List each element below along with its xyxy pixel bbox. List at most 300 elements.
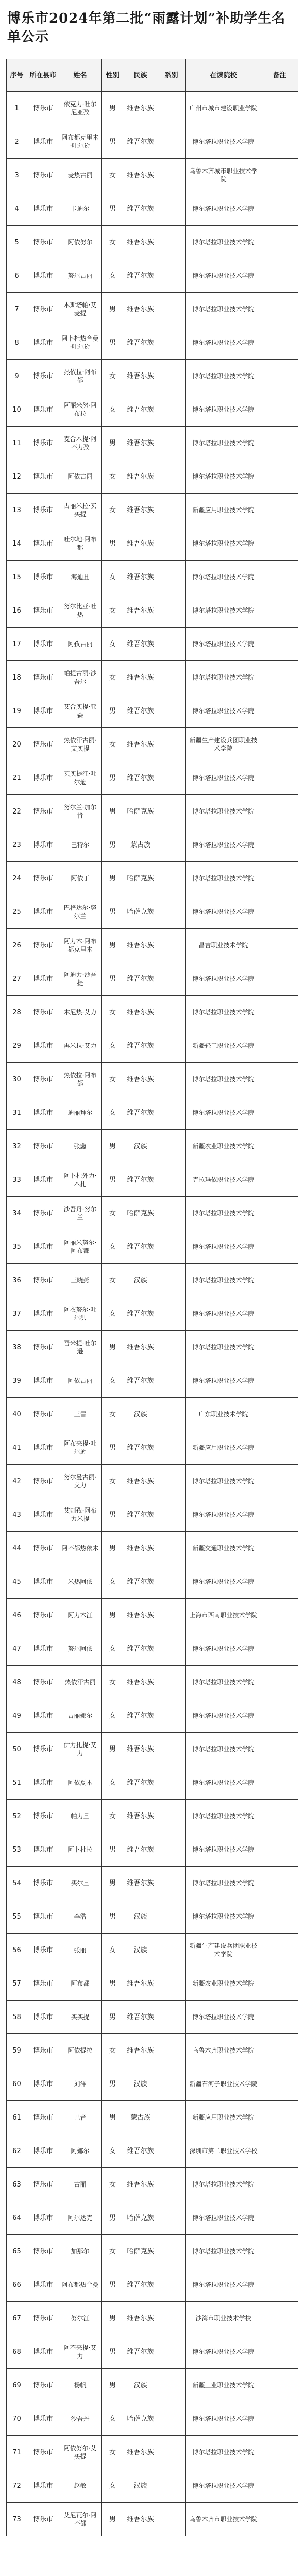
- cell-school: 博尔塔拉职业技术学院: [186, 1230, 261, 1264]
- cell-county: 博乐市: [27, 561, 59, 594]
- cell-school: 博尔塔拉职业技术学院: [186, 962, 261, 996]
- student-roster-table: [6, 59, 298, 2536]
- table-row: [7, 2067, 298, 2101]
- cell-gender: 男: [102, 1733, 124, 1766]
- cell-index: 73: [7, 2503, 27, 2536]
- cell-department: [157, 226, 186, 259]
- cell-name: 买买提: [59, 2001, 102, 2034]
- cell-gender: 男: [102, 2201, 124, 2235]
- cell-school: 博尔塔拉职业技术学院: [186, 2201, 261, 2235]
- cell-department: [157, 1364, 186, 1398]
- cell-index: 28: [7, 996, 27, 1029]
- cell-department: [157, 1565, 186, 1599]
- cell-department: [157, 1498, 186, 1532]
- cell-index: 23: [7, 828, 27, 862]
- cell-school: 广东职业技术学院: [186, 1398, 261, 1431]
- cell-gender: 女: [102, 2469, 124, 2503]
- cell-ethnicity: 维吾尔族: [124, 761, 157, 795]
- cell-name: 木斯塔帕·艾麦提: [59, 293, 102, 326]
- header-name: 姓名: [59, 59, 102, 92]
- cell-remarks: [261, 1197, 298, 1230]
- cell-school: 新疆应用职业技术学院: [186, 2101, 261, 2134]
- cell-county: 博乐市: [27, 1230, 59, 1264]
- cell-department: [157, 1163, 186, 1197]
- cell-ethnicity: 维吾尔族: [124, 1431, 157, 1465]
- cell-ethnicity: 汉族: [124, 2067, 157, 2101]
- cell-department: [157, 1096, 186, 1130]
- cell-name: 杨帆: [59, 2369, 102, 2402]
- cell-name: 努尔阿依: [59, 1632, 102, 1666]
- cell-ethnicity: 哈萨克族: [124, 2235, 157, 2268]
- cell-index: 41: [7, 1431, 27, 1465]
- cell-ethnicity: 维吾尔族: [124, 427, 157, 460]
- cell-ethnicity: 汉族: [124, 1130, 157, 1163]
- cell-remarks: [261, 159, 298, 192]
- cell-county: 博乐市: [27, 1197, 59, 1230]
- cell-ethnicity: 维吾尔族: [124, 1833, 157, 1867]
- cell-remarks: [261, 661, 298, 694]
- cell-gender: 男: [102, 962, 124, 996]
- cell-name: 阿依古丽: [59, 1364, 102, 1398]
- cell-name: 努尔江: [59, 2302, 102, 2335]
- cell-gender: 男: [102, 1599, 124, 1632]
- cell-county: 博乐市: [27, 2402, 59, 2436]
- cell-county: 博乐市: [27, 527, 59, 561]
- cell-department: [157, 1733, 186, 1766]
- cell-ethnicity: 哈萨克族: [124, 895, 157, 929]
- cell-county: 博乐市: [27, 2201, 59, 2235]
- cell-name: 木尼热·艾力: [59, 996, 102, 1029]
- cell-ethnicity: 维吾尔族: [124, 1331, 157, 1364]
- cell-department: [157, 2503, 186, 2536]
- cell-gender: 男: [102, 326, 124, 360]
- cell-index: 9: [7, 360, 27, 393]
- cell-county: 博乐市: [27, 393, 59, 427]
- cell-school: 博尔塔拉职业技术学院: [186, 2402, 261, 2436]
- cell-ethnicity: 维吾尔族: [124, 1498, 157, 1532]
- cell-department: [157, 2436, 186, 2469]
- cell-school: 博尔塔拉职业技术学院: [186, 1565, 261, 1599]
- cell-gender: 男: [102, 929, 124, 962]
- cell-department: [157, 1699, 186, 1733]
- cell-gender: 女: [102, 2436, 124, 2469]
- cell-county: 博乐市: [27, 761, 59, 795]
- cell-county: 博乐市: [27, 1398, 59, 1431]
- cell-remarks: [261, 929, 298, 962]
- cell-county: 博乐市: [27, 1096, 59, 1130]
- table-row: [7, 1297, 298, 1331]
- header-department: 系别: [157, 59, 186, 92]
- cell-gender: 男: [102, 125, 124, 159]
- cell-index: 52: [7, 1800, 27, 1833]
- cell-name: 张丽: [59, 1934, 102, 1967]
- table-row: [7, 1163, 298, 1197]
- header-gender: 性别: [102, 59, 124, 92]
- table-row: [7, 2235, 298, 2268]
- cell-ethnicity: 维吾尔族: [124, 1297, 157, 1331]
- cell-school: 博尔塔拉职业技术学院: [186, 862, 261, 895]
- cell-school: 新疆石河子职业技术学院: [186, 2067, 261, 2101]
- cell-ethnicity: 维吾尔族: [124, 1532, 157, 1565]
- cell-county: 博乐市: [27, 1699, 59, 1733]
- cell-county: 博乐市: [27, 862, 59, 895]
- cell-ethnicity: 维吾尔族: [124, 2134, 157, 2168]
- cell-county: 博乐市: [27, 929, 59, 962]
- cell-county: 博乐市: [27, 2469, 59, 2503]
- cell-index: 10: [7, 393, 27, 427]
- cell-remarks: [261, 1398, 298, 1431]
- cell-county: 博乐市: [27, 1264, 59, 1297]
- cell-gender: 男: [102, 2335, 124, 2369]
- cell-name: 阿丽米努·阿布拉: [59, 393, 102, 427]
- table-body: [7, 92, 298, 2536]
- cell-school: 博尔塔拉职业技术学院: [186, 2268, 261, 2302]
- cell-gender: 女: [102, 1230, 124, 1264]
- cell-name: 艾尼瓦尔·阿不都: [59, 2503, 102, 2536]
- cell-school: 博尔塔拉职业技术学院: [186, 828, 261, 862]
- cell-ethnicity: 维吾尔族: [124, 694, 157, 728]
- table-row: [7, 192, 298, 226]
- cell-index: 40: [7, 1398, 27, 1431]
- cell-school: 博尔塔拉职业技术学院: [186, 527, 261, 561]
- table-row: [7, 125, 298, 159]
- cell-department: [157, 2302, 186, 2335]
- cell-remarks: [261, 561, 298, 594]
- cell-remarks: [261, 1230, 298, 1264]
- cell-remarks: [261, 1599, 298, 1632]
- cell-school: 克拉玛依职业技术学院: [186, 1163, 261, 1197]
- cell-remarks: [261, 2067, 298, 2101]
- cell-school: 博尔塔拉职业技术学院: [186, 628, 261, 661]
- cell-index: 60: [7, 2067, 27, 2101]
- cell-ethnicity: 维吾尔族: [124, 1800, 157, 1833]
- cell-ethnicity: 维吾尔族: [124, 92, 157, 125]
- cell-gender: 女: [102, 2402, 124, 2436]
- cell-department: [157, 460, 186, 494]
- cell-name: 王晓燕: [59, 1264, 102, 1297]
- cell-name: 阿依夏木: [59, 1766, 102, 1800]
- cell-ethnicity: 维吾尔族: [124, 259, 157, 293]
- cell-name: 麦热古丽: [59, 159, 102, 192]
- cell-department: [157, 1130, 186, 1163]
- cell-county: 博乐市: [27, 594, 59, 628]
- cell-department: [157, 594, 186, 628]
- cell-ethnicity: 维吾尔族: [124, 326, 157, 360]
- cell-county: 博乐市: [27, 2436, 59, 2469]
- cell-index: 39: [7, 1364, 27, 1398]
- cell-remarks: [261, 962, 298, 996]
- cell-school: 博尔塔拉职业技术学院: [186, 1465, 261, 1498]
- cell-department: [157, 1833, 186, 1867]
- table-row: [7, 1867, 298, 1900]
- cell-index: 51: [7, 1766, 27, 1800]
- table-row: [7, 1096, 298, 1130]
- cell-name: 阿布来提·吐尔逊: [59, 1431, 102, 1465]
- cell-gender: 男: [102, 2101, 124, 2134]
- cell-index: 53: [7, 1833, 27, 1867]
- cell-index: 1: [7, 92, 27, 125]
- cell-gender: 女: [102, 1666, 124, 1699]
- cell-school: 博尔塔拉职业技术学院: [186, 2335, 261, 2369]
- cell-remarks: [261, 2101, 298, 2134]
- cell-index: 42: [7, 1465, 27, 1498]
- cell-ethnicity: 维吾尔族: [124, 393, 157, 427]
- cell-school: 博尔塔拉职业技术学院: [186, 2001, 261, 2034]
- cell-department: [157, 561, 186, 594]
- cell-ethnicity: 维吾尔族: [124, 1163, 157, 1197]
- cell-remarks: [261, 1364, 298, 1398]
- cell-county: 博乐市: [27, 1733, 59, 1766]
- cell-school: 博尔塔拉职业技术学院: [186, 326, 261, 360]
- cell-county: 博乐市: [27, 460, 59, 494]
- cell-name: 热依汗古丽·艾买提: [59, 728, 102, 761]
- table-row: [7, 1197, 298, 1230]
- cell-county: 博乐市: [27, 92, 59, 125]
- cell-gender: 女: [102, 996, 124, 1029]
- table-row: [7, 2503, 298, 2536]
- cell-name: 伊力扎提·艾力: [59, 1733, 102, 1766]
- cell-ethnicity: 维吾尔族: [124, 1699, 157, 1733]
- cell-department: [157, 2201, 186, 2235]
- cell-remarks: [261, 293, 298, 326]
- cell-remarks: [261, 259, 298, 293]
- cell-school: 博尔塔拉职业技术学院: [186, 1800, 261, 1833]
- cell-ethnicity: 维吾尔族: [124, 2034, 157, 2067]
- cell-name: 热依拉·阿布都: [59, 360, 102, 393]
- cell-ethnicity: 维吾尔族: [124, 1967, 157, 2001]
- cell-remarks: [261, 2001, 298, 2034]
- cell-department: [157, 427, 186, 460]
- cell-remarks: [261, 795, 298, 828]
- table-row: [7, 1431, 298, 1465]
- cell-remarks: [261, 1766, 298, 1800]
- header-school: 在读院校: [186, 59, 261, 92]
- cell-name: 努尔古丽: [59, 259, 102, 293]
- cell-remarks: [261, 1733, 298, 1766]
- cell-name: 赵敏: [59, 2469, 102, 2503]
- cell-county: 博乐市: [27, 2335, 59, 2369]
- cell-gender: 男: [102, 862, 124, 895]
- cell-remarks: [261, 1867, 298, 1900]
- cell-school: 博尔塔拉职业技术学院: [186, 1197, 261, 1230]
- header-index: 序号: [7, 59, 27, 92]
- cell-index: 2: [7, 125, 27, 159]
- cell-department: [157, 2034, 186, 2067]
- cell-remarks: [261, 1666, 298, 1699]
- cell-county: 博乐市: [27, 1967, 59, 2001]
- cell-index: 11: [7, 427, 27, 460]
- table-row: [7, 527, 298, 561]
- cell-gender: 女: [102, 661, 124, 694]
- cell-index: 63: [7, 2168, 27, 2201]
- cell-name: 巴格达尔·努尔兰: [59, 895, 102, 929]
- cell-ethnicity: 维吾尔族: [124, 996, 157, 1029]
- cell-gender: 男: [102, 2001, 124, 2034]
- cell-index: 19: [7, 694, 27, 728]
- cell-index: 48: [7, 1666, 27, 1699]
- cell-department: [157, 125, 186, 159]
- cell-name: 艾合买提·亚森: [59, 694, 102, 728]
- cell-gender: 女: [102, 1029, 124, 1063]
- cell-school: 博尔塔拉职业技术学院: [186, 360, 261, 393]
- cell-department: [157, 1465, 186, 1498]
- cell-ethnicity: 汉族: [124, 2369, 157, 2402]
- cell-school: 博尔塔拉职业技术学院: [186, 895, 261, 929]
- cell-school: 博尔塔拉职业技术学院: [186, 1264, 261, 1297]
- cell-remarks: [261, 1532, 298, 1565]
- cell-department: [157, 2369, 186, 2402]
- cell-department: [157, 1599, 186, 1632]
- cell-school: 博尔塔拉职业技术学院: [186, 460, 261, 494]
- cell-ethnicity: 维吾尔族: [124, 1599, 157, 1632]
- cell-department: [157, 2402, 186, 2436]
- cell-index: 37: [7, 1297, 27, 1331]
- cell-index: 56: [7, 1934, 27, 1967]
- table-row: [7, 2034, 298, 2067]
- table-row: [7, 1967, 298, 2001]
- table-row: [7, 2168, 298, 2201]
- cell-county: 博乐市: [27, 2067, 59, 2101]
- cell-ethnicity: 维吾尔族: [124, 1230, 157, 1264]
- cell-index: 4: [7, 192, 27, 226]
- cell-department: [157, 293, 186, 326]
- table-row: [7, 2201, 298, 2235]
- cell-name: 阿迪力·沙吾提: [59, 962, 102, 996]
- table-row: [7, 1398, 298, 1431]
- cell-name: 依克力·吐尔尼亚孜: [59, 92, 102, 125]
- cell-remarks: [261, 494, 298, 527]
- table-row: [7, 2268, 298, 2302]
- cell-department: [157, 326, 186, 360]
- cell-name: 阿力木·阿布都克里木: [59, 929, 102, 962]
- cell-index: 3: [7, 159, 27, 192]
- table-row: [7, 1230, 298, 1264]
- cell-school: 博尔塔拉职业技术学院: [186, 1666, 261, 1699]
- cell-name: 帕力旦: [59, 1800, 102, 1833]
- cell-index: 29: [7, 1029, 27, 1063]
- cell-county: 博乐市: [27, 1029, 59, 1063]
- cell-gender: 女: [102, 259, 124, 293]
- cell-name: 王雪: [59, 1398, 102, 1431]
- cell-index: 5: [7, 226, 27, 259]
- cell-ethnicity: 汉族: [124, 1264, 157, 1297]
- cell-school: 上海市西南职业技术学院: [186, 1599, 261, 1632]
- cell-gender: 男: [102, 694, 124, 728]
- cell-department: [157, 1867, 186, 1900]
- cell-gender: 女: [102, 1197, 124, 1230]
- table-row: [7, 1063, 298, 1096]
- cell-school: 乌鲁木齐市职业技术学院: [186, 2503, 261, 2536]
- table-row: [7, 2402, 298, 2436]
- cell-remarks: [261, 2469, 298, 2503]
- cell-school: 博尔塔拉职业技术学院: [186, 1632, 261, 1666]
- cell-ethnicity: 维吾尔族: [124, 1632, 157, 1666]
- cell-name: 热依拉·阿布都: [59, 1063, 102, 1096]
- cell-department: [157, 1331, 186, 1364]
- cell-gender: 女: [102, 1565, 124, 1599]
- cell-gender: 女: [102, 728, 124, 761]
- table-row: [7, 2335, 298, 2369]
- cell-ethnicity: 维吾尔族: [124, 1733, 157, 1766]
- cell-department: [157, 1398, 186, 1431]
- cell-school: 博尔塔拉职业技术学院: [186, 1364, 261, 1398]
- cell-ethnicity: 维吾尔族: [124, 527, 157, 561]
- cell-index: 62: [7, 2134, 27, 2168]
- table-row: [7, 1632, 298, 1666]
- cell-name: 阿依丁: [59, 862, 102, 895]
- cell-remarks: [261, 1800, 298, 1833]
- cell-index: 68: [7, 2335, 27, 2369]
- cell-county: 博乐市: [27, 1063, 59, 1096]
- cell-index: 47: [7, 1632, 27, 1666]
- cell-county: 博乐市: [27, 828, 59, 862]
- cell-county: 博乐市: [27, 1833, 59, 1867]
- cell-remarks: [261, 1297, 298, 1331]
- cell-school: 新疆生产建设兵团职业技术学院: [186, 1934, 261, 1967]
- cell-remarks: [261, 1833, 298, 1867]
- cell-gender: 男: [102, 1967, 124, 2001]
- cell-name: 阿依努尔·艾买提: [59, 2436, 102, 2469]
- cell-index: 59: [7, 2034, 27, 2067]
- cell-county: 博乐市: [27, 326, 59, 360]
- table-row: [7, 159, 298, 192]
- cell-remarks: [261, 2268, 298, 2302]
- table-row: [7, 2001, 298, 2034]
- cell-ethnicity: 维吾尔族: [124, 1666, 157, 1699]
- cell-gender: 男: [102, 1431, 124, 1465]
- cell-department: [157, 828, 186, 862]
- cell-gender: 男: [102, 1833, 124, 1867]
- cell-ethnicity: 蒙古族: [124, 2101, 157, 2134]
- cell-county: 博乐市: [27, 1297, 59, 1331]
- cell-ethnicity: 维吾尔族: [124, 1096, 157, 1130]
- cell-school: 博尔塔拉职业技术学院: [186, 2168, 261, 2201]
- cell-county: 博乐市: [27, 125, 59, 159]
- cell-index: 72: [7, 2469, 27, 2503]
- cell-remarks: [261, 2034, 298, 2067]
- cell-department: [157, 1632, 186, 1666]
- cell-school: 乌鲁木齐城市职业技术学院: [186, 159, 261, 192]
- table-row: [7, 795, 298, 828]
- cell-remarks: [261, 1465, 298, 1498]
- cell-gender: 女: [102, 2168, 124, 2201]
- cell-school: 新疆交通职业技术学院: [186, 1532, 261, 1565]
- cell-county: 博乐市: [27, 1766, 59, 1800]
- cell-department: [157, 2067, 186, 2101]
- cell-index: 14: [7, 527, 27, 561]
- cell-department: [157, 2134, 186, 2168]
- cell-name: 帕提古丽·沙吾尔: [59, 661, 102, 694]
- cell-county: 博乐市: [27, 427, 59, 460]
- cell-school: 博尔塔拉职业技术学院: [186, 1699, 261, 1733]
- cell-department: [157, 1967, 186, 2001]
- cell-index: 27: [7, 962, 27, 996]
- cell-ethnicity: 维吾尔族: [124, 1063, 157, 1096]
- cell-school: 博尔塔拉职业技术学院: [186, 2235, 261, 2268]
- cell-school: 博尔塔拉职业技术学院: [186, 795, 261, 828]
- cell-gender: 女: [102, 628, 124, 661]
- cell-gender: 男: [102, 2302, 124, 2335]
- cell-name: 吐尔地·阿布都: [59, 527, 102, 561]
- table-row: [7, 1264, 298, 1297]
- cell-ethnicity: 汉族: [124, 1398, 157, 1431]
- cell-remarks: [261, 694, 298, 728]
- table-row: [7, 661, 298, 694]
- cell-department: [157, 1532, 186, 1565]
- cell-department: [157, 1900, 186, 1934]
- cell-gender: 男: [102, 895, 124, 929]
- cell-remarks: [261, 594, 298, 628]
